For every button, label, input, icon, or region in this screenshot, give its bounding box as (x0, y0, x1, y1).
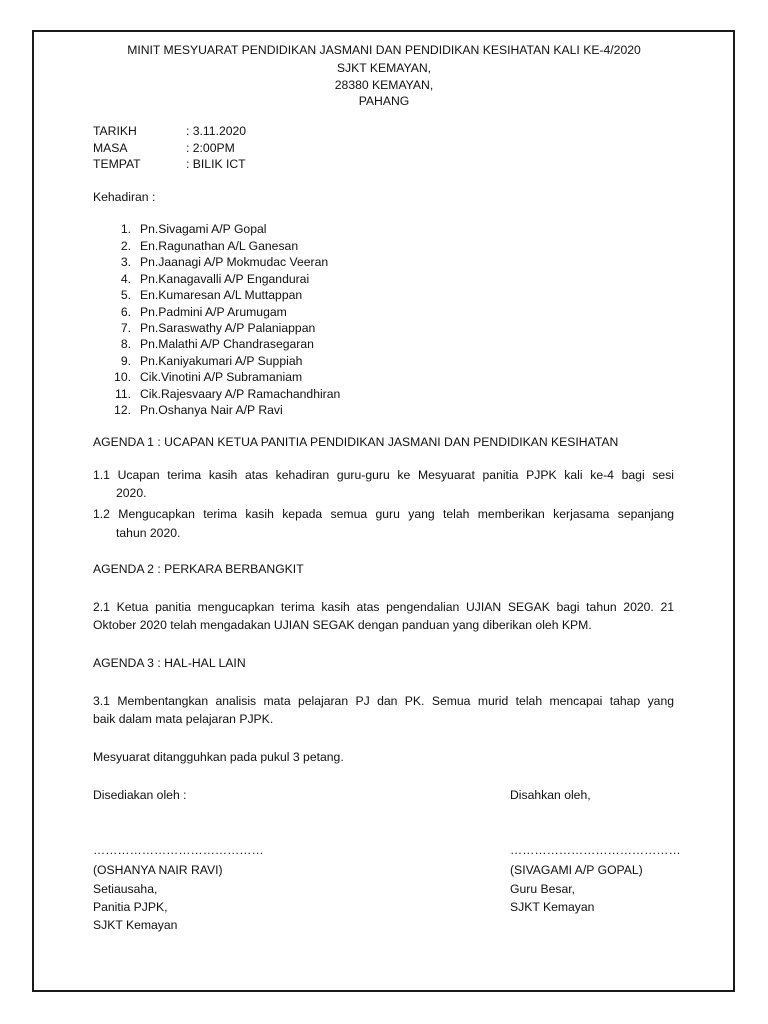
attendance-number: 9. (120, 354, 131, 368)
prepared-by-role-2: Panitia PJPK, (93, 900, 168, 914)
agenda-3-item-1-line-1: 3.1 Membentangkan analisis mata pelajaran PJ dan PK. Semua murid telah mencapai tahap yang (93, 694, 674, 708)
meta-value-place: : BILIK ICT (186, 157, 246, 171)
agenda-2-item-1-line-1: 2.1 Ketua panitia mengucapkan terima kasih atas pengendalian UJIAN SEGAK bagi tahun 2020. 21 (93, 600, 674, 614)
prepared-by-signature-line: …………………………………… (93, 843, 264, 857)
approved-by-name: (SIVAGAMI A/P GOPAL) (510, 863, 643, 877)
agenda-3-title: AGENDA 3 : HAL-HAL LAIN (93, 656, 246, 670)
attendance-number: 10. (114, 370, 131, 384)
prepared-by-role-3: SJKT Kemayan (93, 918, 178, 932)
attendance-number: 2. (120, 239, 131, 253)
attendance-number: 12. (114, 403, 131, 417)
attendance-name: Pn.Jaanagi A/P Mokmudac Veeran (140, 255, 329, 269)
attendance-number: 6. (120, 305, 131, 319)
attendance-number: 5. (120, 288, 131, 302)
school-name: SJKT KEMAYAN, (336, 61, 432, 75)
attendance-name: Pn.Padmini A/P Arumugam (140, 305, 287, 319)
attendance-name: Pn.Kaniyakumari A/P Suppiah (140, 354, 303, 368)
approved-by-role-2: SJKT Kemayan (510, 900, 595, 914)
meta-value-date: : 3.11.2020 (186, 124, 247, 138)
attendance-name: Pn.Kanagavalli A/P Engandurai (140, 272, 310, 286)
approved-by-role-1: Guru Besar, (510, 882, 576, 896)
meta-label-place: TEMPAT (93, 157, 141, 171)
prepared-by-role-1: Setiausaha, (93, 882, 158, 896)
attendance-number: 3. (120, 255, 131, 269)
meta-label-date: TARIKH (93, 124, 137, 138)
agenda-1-item-1-line-2: 2020. (116, 486, 147, 500)
document-title: MINIT MESYUARAT PENDIDIKAN JASMANI DAN PENDIDIKAN KESIHATAN KALI KE-4/2020 (127, 43, 641, 57)
closing-statement: Mesyuarat ditangguhkan pada pukul 3 petang. (93, 750, 344, 764)
attendance-name: Cik.Vinotini A/P Subramaniam (140, 370, 303, 384)
meta-value-time: : 2:00PM (186, 141, 235, 155)
attendance-name: Cik.Rajesvaary A/P Ramachandhiran (140, 387, 341, 401)
attendance-number: 8. (120, 337, 131, 351)
agenda-1-item-1-line-1: 1.1 Ucapan terima kasih atas kehadiran guru-guru ke Mesyuarat panitia PJPK kali ke-4 bagi sesi (93, 468, 674, 482)
attendance-number: 11. (114, 387, 131, 401)
agenda-3-item-1-line-2: baik dalam mata pelajaran PJPK. (93, 712, 274, 726)
agenda-1-item-2-line-2: tahun 2020. (116, 526, 181, 540)
attendance-name: En.Ragunathan A/L Ganesan (140, 239, 299, 253)
prepared-by-heading: Disediakan oleh : (93, 788, 187, 802)
agenda-2-item-1-line-2: Oktober 2020 telah mengadakan UJIAN SEGAK dengan panduan yang diberikan oleh KPM. (93, 618, 592, 632)
school-state: PAHANG (358, 94, 410, 108)
attendance-name: Pn.Oshanya Nair A/P Ravi (140, 403, 283, 417)
attendance-number: 7. (120, 321, 131, 335)
attendance-number: 1. (120, 222, 131, 236)
agenda-1-item-2-line-1: 1.2 Mengucapkan terima kasih kepada semua guru yang telah memberikan kerjasama sepanjang (93, 507, 674, 521)
agenda-2-title: AGENDA 2 : PERKARA BERBANGKIT (93, 562, 304, 576)
attendance-number: 4. (120, 272, 131, 286)
agenda-1-title: AGENDA 1 : UCAPAN KETUA PANITIA PENDIDIKAN JASMANI DAN PENDIDIKAN KESIHATAN (93, 435, 619, 449)
meta-label-time: MASA (93, 141, 128, 155)
approved-by-signature-line: …………………………………… (510, 843, 681, 857)
attendance-name: Pn.Malathi A/P Chandrasegaran (140, 337, 314, 351)
attendance-name: Pn.Saraswathy A/P Palaniappan (140, 321, 316, 335)
prepared-by-name: (OSHANYA NAIR RAVI) (93, 863, 223, 877)
school-postcode: 28380 KEMAYAN, (334, 78, 434, 92)
attendance-name: En.Kumaresan A/L Muttappan (140, 288, 303, 302)
attendance-name: Pn.Sivagami A/P Gopal (140, 222, 267, 236)
attendance-heading: Kehadiran : (93, 190, 156, 204)
approved-by-heading: Disahkan oleh, (510, 788, 591, 802)
